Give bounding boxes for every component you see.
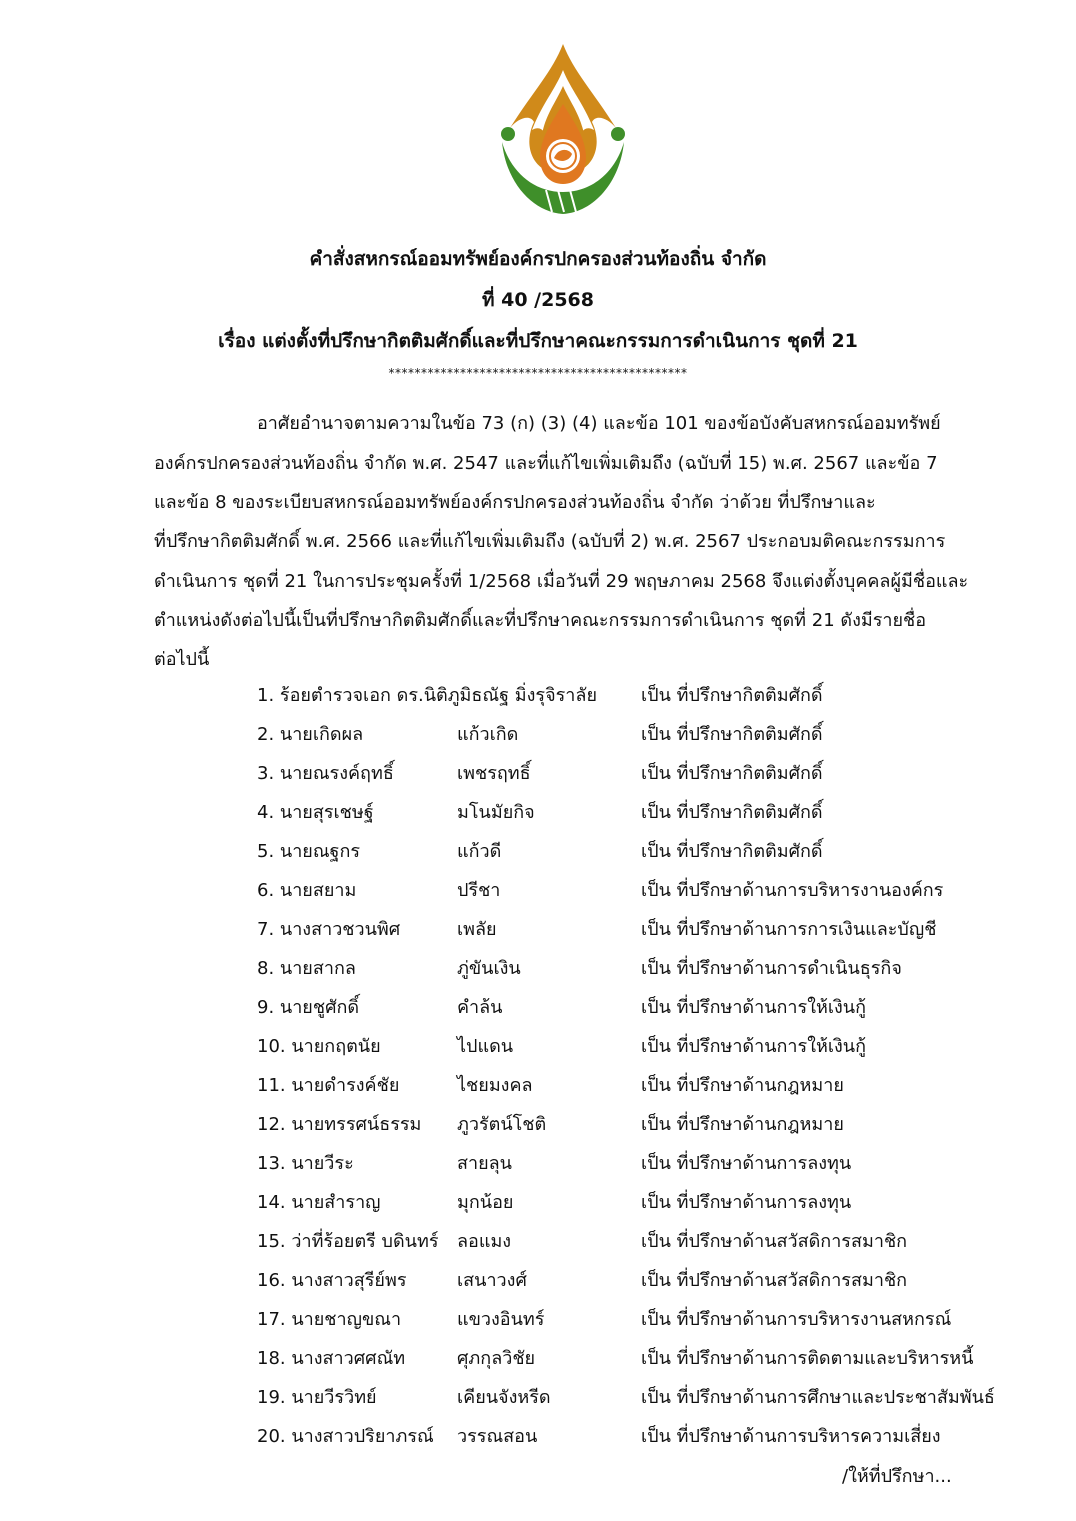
advisor-position: เป็น ที่ปรึกษากิตติมศักดิ์: [641, 802, 823, 823]
advisor-position: เป็น ที่ปรึกษากิตติมศักดิ์: [641, 724, 823, 745]
advisor-first-name: 4. นายสุรเชษฐ์: [257, 802, 374, 823]
advisor-last-name: แขวงอินทร์: [457, 1309, 545, 1330]
advisor-last-name: วรรณสอน: [457, 1426, 538, 1447]
advisor-first-name: 6. นายสยาม: [257, 880, 357, 901]
advisor-first-name: 10. นายกฤตนัย: [257, 1036, 381, 1057]
advisor-last-name: ปรีชา: [457, 880, 501, 901]
body-line: ดำเนินการ ชุดที่ 21 ในการประชุมครั้งที่ 1/2568 เมื่อวันที่ 29 พฤษภาคม 2568 จึงแต่งตั้งบุคคลผู้มีชื่อและ: [154, 571, 969, 592]
advisor-first-name: 11. นายดำรงค์ชัย: [257, 1075, 400, 1096]
advisor-position: เป็น ที่ปรึกษากิตติมศักดิ์: [641, 685, 823, 706]
advisor-first-name: 7. นางสาวชวนพิศ: [257, 919, 401, 940]
continuation-marker: /ให้ที่ปรึกษา...: [842, 1466, 952, 1487]
advisor-first-name: 8. นายสากล: [257, 958, 356, 979]
advisor-position: เป็น ที่ปรึกษากิตติมศักดิ์: [641, 763, 823, 784]
advisor-first-name: 3. นายณรงค์ฤทธิ์: [257, 763, 394, 784]
advisor-first-name: 20. นางสาวปริยาภรณ์: [257, 1426, 434, 1447]
advisor-last-name: ศุภกุลวิชัย: [457, 1348, 536, 1369]
advisor-last-name: เคียนจังหรีด: [457, 1387, 551, 1408]
advisor-position: เป็น ที่ปรึกษาด้านการให้เงินกู้: [641, 997, 867, 1018]
advisor-last-name: เสนาวงศ์: [457, 1270, 527, 1291]
advisor-position: เป็น ที่ปรึกษาด้านการลงทุน: [641, 1192, 852, 1213]
advisor-last-name: มุกน้อย: [457, 1192, 514, 1213]
advisor-last-name: แก้วดี: [457, 841, 502, 862]
order-subject: เรื่อง แต่งตั้งที่ปรึกษากิตติมศักดิ์และที่ปรึกษาคณะกรรมการดำเนินการ ชุดที่ 21: [218, 330, 858, 352]
body-line: ต่อไปนี้: [154, 649, 210, 670]
advisor-first-name: 9. นายชูศักดิ์: [257, 997, 360, 1018]
advisor-position: เป็น ที่ปรึกษาด้านการติดตามและบริหารหนี้: [641, 1348, 974, 1369]
advisor-last-name: เพชรฤทธิ์: [457, 763, 531, 784]
body-line: ตำแหน่งดังต่อไปนี้เป็นที่ปรึกษากิตติมศักดิ์และที่ปรึกษาคณะกรรมการดำเนินการ ชุดที่ 21 ดังมีรายชื่อ: [154, 610, 927, 631]
advisor-position: เป็น ที่ปรึกษาด้านการบริหารงานองค์กร: [641, 880, 944, 901]
advisor-position: เป็น ที่ปรึกษาด้านกฎหมาย: [641, 1114, 844, 1135]
separator: **********************************************: [388, 366, 688, 380]
advisor-first-name: 14. นายสำราญ: [257, 1192, 381, 1213]
advisor-last-name: แก้วเกิด: [457, 724, 519, 745]
advisor-last-name: เพลัย: [457, 919, 497, 940]
advisor-position: เป็น ที่ปรึกษาด้านการศึกษาและประชาสัมพันธ์: [641, 1387, 995, 1408]
advisor-position: เป็น ที่ปรึกษาด้านสวัสดิการสมาชิก: [641, 1231, 908, 1252]
advisor-last-name: คำล้น: [457, 997, 503, 1018]
advisor-position: เป็น ที่ปรึกษาด้านการลงทุน: [641, 1153, 852, 1174]
advisor-first-name: 12. นายทรรศน์ธรรม: [257, 1114, 422, 1135]
advisor-last-name: ลอแมง: [457, 1231, 512, 1252]
advisor-first-name: 2. นายเกิดผล: [257, 724, 364, 745]
body-line: องค์กรปกครองส่วนท้องถิ่น จำกัด พ.ศ. 2547 และที่แก้ไขเพิ่มเติมถึง (ฉบับที่ 15) พ.ศ. 2567 และข้อ 7: [154, 453, 938, 474]
advisor-last-name: ไปแดน: [457, 1036, 514, 1057]
advisor-last-name: ภูวรัตน์โชติ: [457, 1114, 547, 1135]
advisor-first-name: 19. นายวีรวิทย์: [257, 1387, 377, 1408]
advisor-position: เป็น ที่ปรึกษาด้านการการเงินและบัญชี: [641, 919, 937, 940]
advisor-last-name: มโนมัยกิจ: [457, 802, 535, 823]
advisor-position: เป็น ที่ปรึกษาด้านการบริหารความเสี่ยง: [641, 1426, 941, 1447]
cooperative-emblem-icon: [488, 42, 638, 222]
advisor-first-name: 1. ร้อยตำรวจเอก ดร.นิติภูมิธณัฐ มิ่งรุจิราลัย: [257, 685, 597, 706]
advisor-position: เป็น ที่ปรึกษาด้านการบริหารงานสหกรณ์: [641, 1309, 952, 1330]
advisor-first-name: 18. นางสาวศศณัท: [257, 1348, 406, 1369]
advisor-last-name: ภู่ขันเงิน: [457, 958, 521, 979]
advisor-first-name: 15. ว่าที่ร้อยตรี บดินทร์: [257, 1231, 439, 1252]
advisor-first-name: 17. นายชาญขณา: [257, 1309, 402, 1330]
advisor-position: เป็น ที่ปรึกษาด้านกฎหมาย: [641, 1075, 844, 1096]
advisor-first-name: 5. นายณฐกร: [257, 841, 361, 862]
advisor-last-name: ไชยมงคล: [457, 1075, 533, 1096]
advisor-position: เป็น ที่ปรึกษาด้านการดำเนินธุรกิจ: [641, 958, 902, 979]
advisor-first-name: 16. นางสาวสุรีย์พร: [257, 1270, 407, 1291]
body-line: ที่ปรึกษากิตติมศักดิ์ พ.ศ. 2566 และที่แก้ไขเพิ่มเติมถึง (ฉบับที่ 2) พ.ศ. 2567 ประกอบมติคณะกรรมการ: [154, 531, 946, 552]
document-title: คำสั่งสหกรณ์ออมทรัพย์องค์กรปกครองส่วนท้องถิ่น จำกัด: [309, 248, 767, 270]
advisor-first-name: 13. นายวีระ: [257, 1153, 354, 1174]
advisor-position: เป็น ที่ปรึกษาด้านสวัสดิการสมาชิก: [641, 1270, 908, 1291]
body-line: และข้อ 8 ของระเบียบสหกรณ์ออมทรัพย์องค์กรปกครองส่วนท้องถิ่น จำกัด ว่าด้วย ที่ปรึกษาและ: [154, 492, 876, 513]
body-line: อาศัยอำนาจตามความในข้อ 73 (ก) (3) (4) และข้อ 101 ของข้อบังคับสหกรณ์ออมทรัพย์: [257, 413, 941, 434]
advisor-position: เป็น ที่ปรึกษากิตติมศักดิ์: [641, 841, 823, 862]
advisor-position: เป็น ที่ปรึกษาด้านการให้เงินกู้: [641, 1036, 867, 1057]
cooperative-logo: [488, 42, 638, 222]
order-number: ที่ 40 /2568: [481, 289, 594, 311]
advisor-last-name: สายลุน: [457, 1153, 512, 1174]
